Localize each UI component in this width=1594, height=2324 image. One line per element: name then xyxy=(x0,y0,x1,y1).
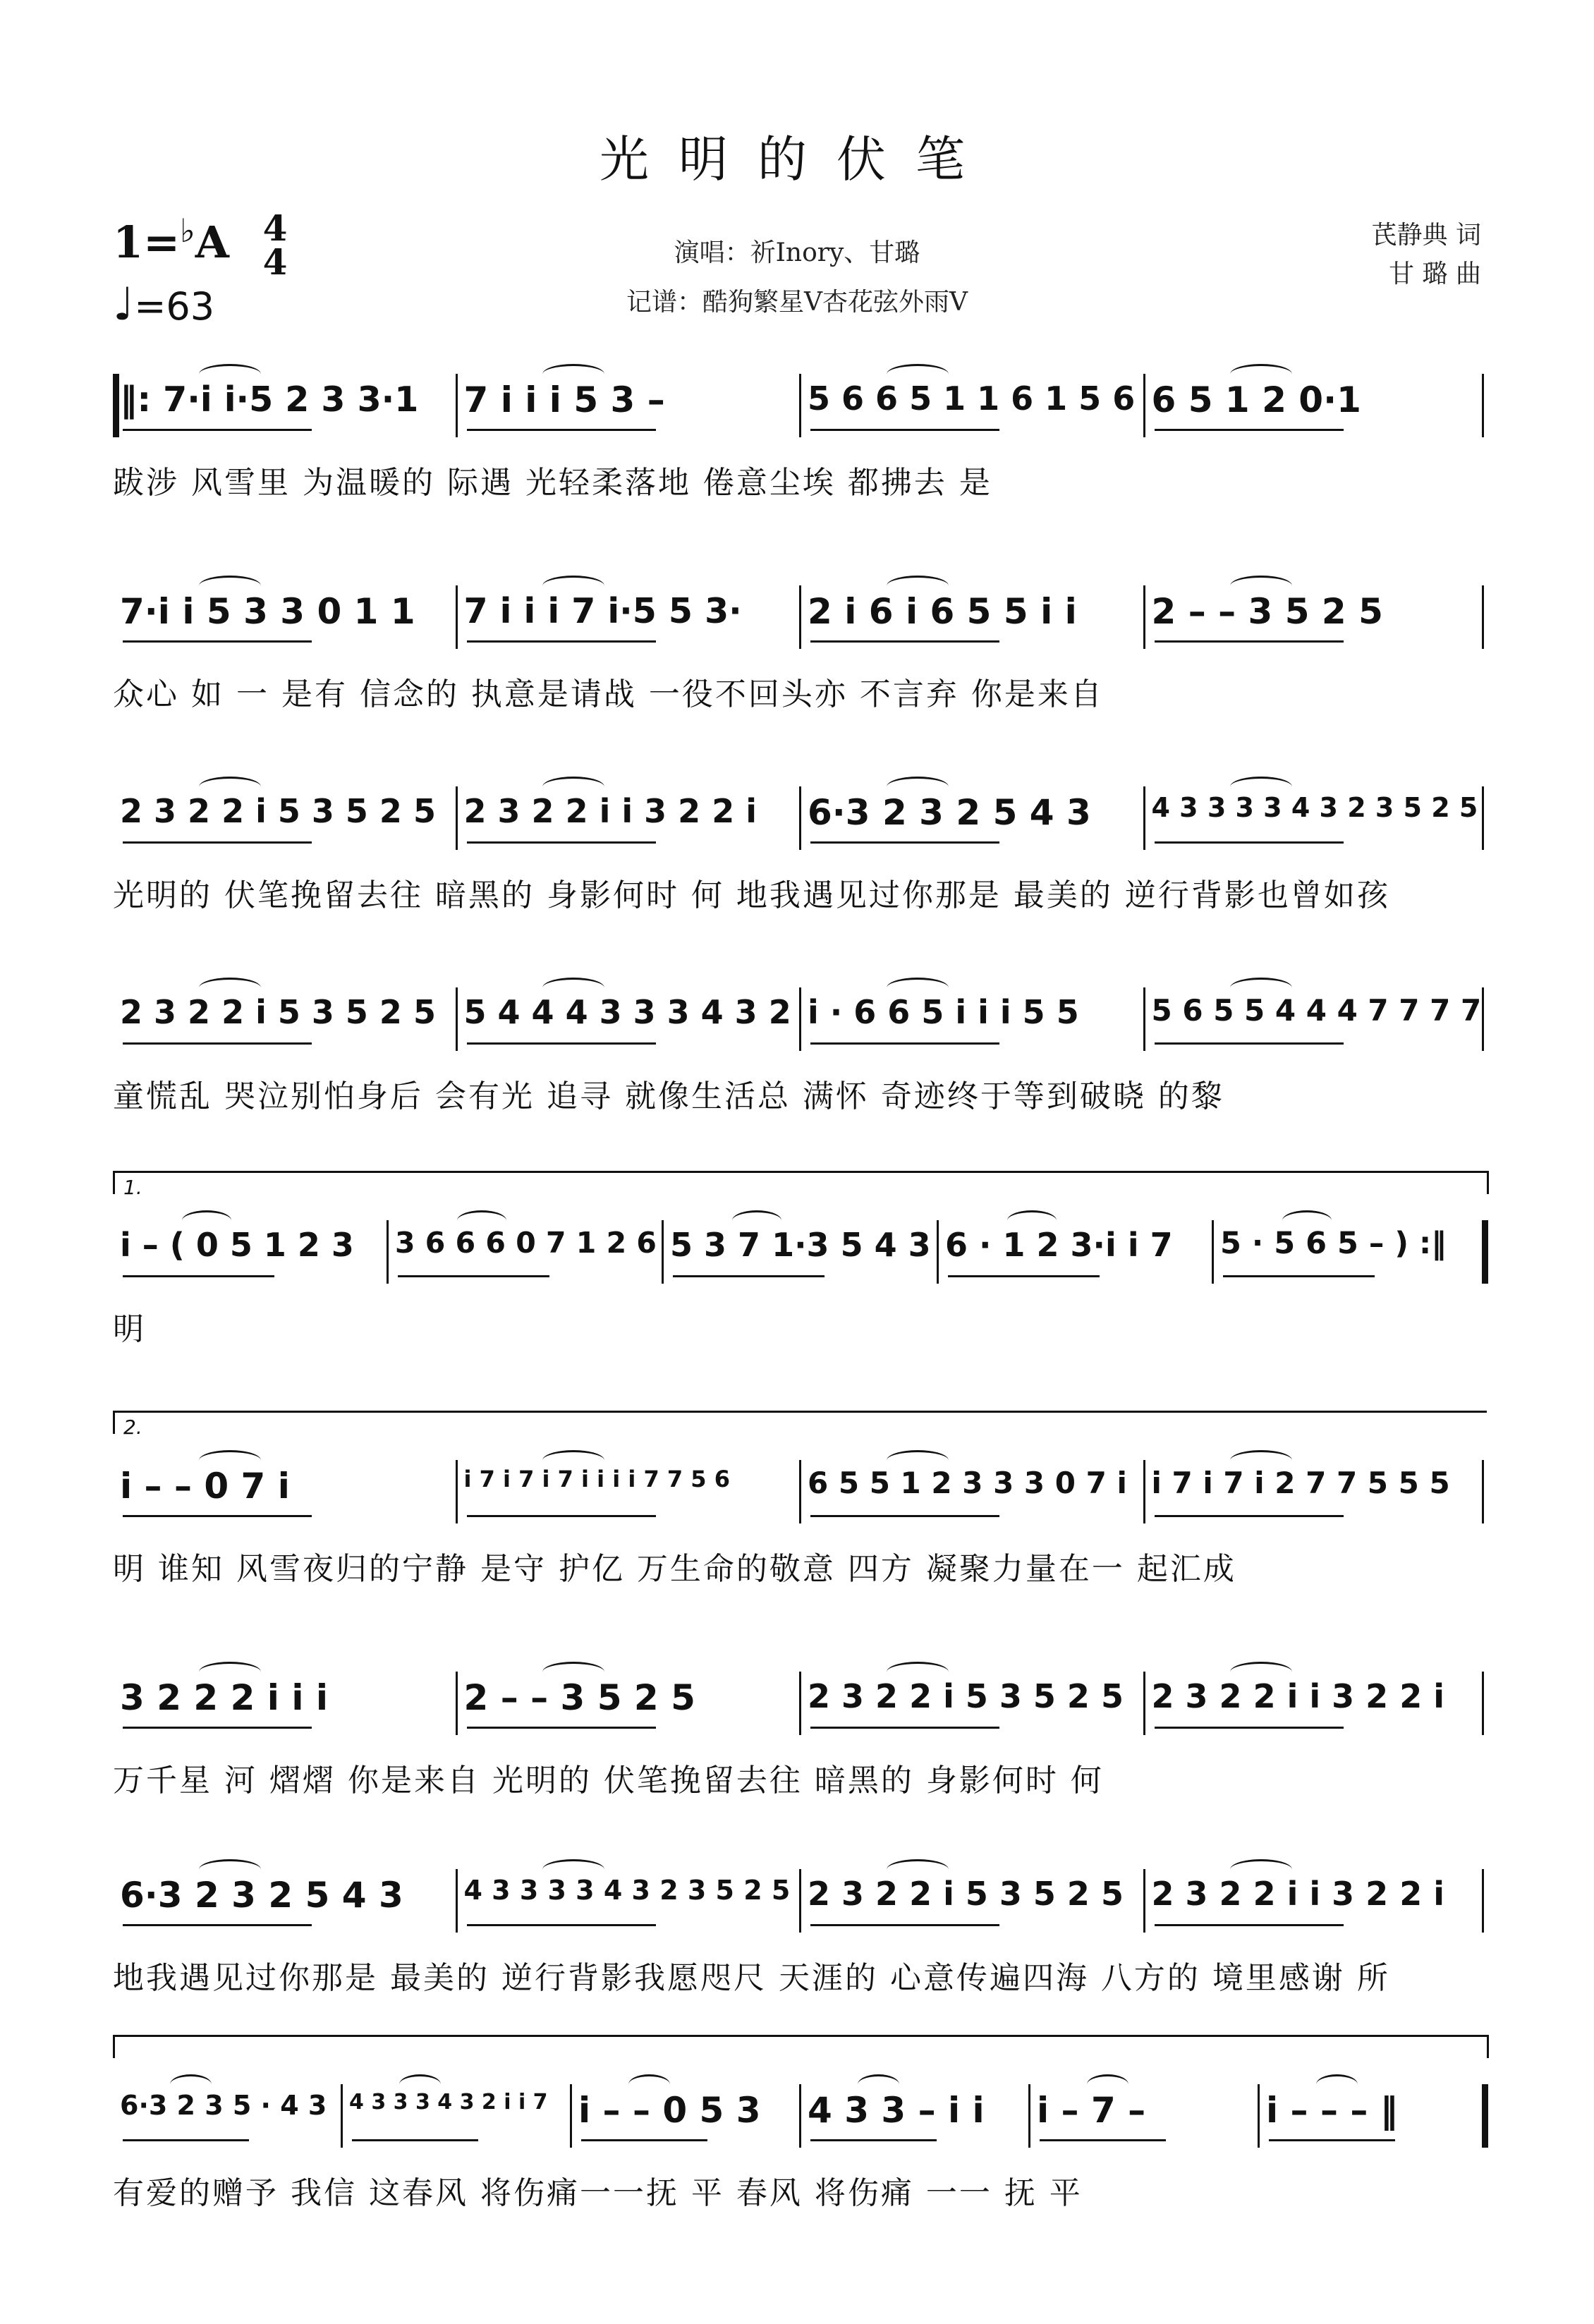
measure: i – – – ‖ xyxy=(1266,2090,1398,2131)
slur xyxy=(199,364,261,384)
barline xyxy=(456,1460,458,1523)
measure: 5 · 5 6 5 – ) :‖ xyxy=(1220,1226,1447,1261)
slur xyxy=(542,978,604,998)
barline xyxy=(1258,2084,1260,2148)
measure: 4 3 3 3 3 4 3 2 3 5 2 5 xyxy=(1151,792,1478,823)
measure: 2 3 2 2 i 5 3 5 2 5 xyxy=(120,792,436,830)
slur xyxy=(1282,1210,1332,1231)
measure: 4 3 3 – i i xyxy=(808,2090,985,2131)
page-title: 光明的伏笔 xyxy=(600,130,994,188)
barline xyxy=(456,786,458,850)
barline xyxy=(1482,374,1484,437)
beam-underline xyxy=(123,429,312,431)
slur xyxy=(199,777,261,797)
barline xyxy=(1482,2084,1488,2148)
measure: 2 3 2 2 i 5 3 5 2 5 xyxy=(120,993,436,1031)
measure: 2 3 2 2 i i 3 2 2 i xyxy=(463,792,757,830)
notes-line xyxy=(113,1416,1488,1523)
slur xyxy=(542,364,604,384)
beam-underline xyxy=(123,2139,249,2141)
beam-underline xyxy=(1155,429,1344,431)
transcriber: 记谱：酷狗繁星V杏花弦外雨V xyxy=(626,288,968,317)
measure: i – – 0 5 3 xyxy=(578,2090,761,2131)
notes-line xyxy=(113,779,1488,850)
beam-underline xyxy=(467,1515,656,1517)
barline xyxy=(799,1460,801,1523)
measure: 6·3 2 3 5 · 4 3 xyxy=(120,2090,327,2121)
barline xyxy=(1028,2084,1030,2148)
beam-underline xyxy=(1155,1727,1344,1729)
measure: i 7 i 7 i 7 i i i i 7 7 5 6 xyxy=(463,1466,730,1492)
slur xyxy=(1230,978,1292,998)
beam-underline xyxy=(673,1275,825,1277)
barline xyxy=(341,2084,343,2148)
barline xyxy=(662,1220,664,1284)
beam-underline xyxy=(810,1727,999,1729)
barline xyxy=(387,1220,389,1284)
measure: i – 7 – xyxy=(1037,2090,1146,2131)
measure: 4 3 3 3 4 3 2 i i 7 xyxy=(349,2090,548,2115)
lyric-line: 众心 如 一 是有 信念的 执意是请战 一役不回头亦 不言弃 你是来自 xyxy=(113,676,1104,712)
slur xyxy=(542,777,604,797)
volta-bracket xyxy=(113,2035,1489,2058)
measure: 6 5 1 2 0·1 xyxy=(1151,379,1361,420)
beam-underline xyxy=(123,841,312,844)
barline xyxy=(1482,1672,1484,1735)
tempo-value: =63 xyxy=(134,284,215,329)
slur xyxy=(1316,2074,1358,2095)
barline xyxy=(1482,1460,1484,1523)
barline xyxy=(1143,1869,1145,1933)
beam-underline xyxy=(810,841,999,844)
beam-underline xyxy=(123,1515,312,1517)
measure: 3 6 6 6 0 7 1 2 6 xyxy=(395,1226,657,1260)
barline xyxy=(456,374,458,437)
slur xyxy=(628,2074,670,2095)
beam-underline xyxy=(467,1042,656,1045)
quarter-note-icon: ♩ xyxy=(113,279,135,331)
beam-underline xyxy=(467,841,656,844)
beam-underline xyxy=(123,1727,312,1729)
slur xyxy=(1230,1662,1292,1682)
beam-underline xyxy=(810,1924,999,1926)
barline xyxy=(799,2084,801,2148)
slur xyxy=(1230,364,1292,384)
lyric-line: 明 xyxy=(113,1311,146,1347)
composer: 甘 璐 曲 xyxy=(1389,260,1481,288)
slur xyxy=(399,2074,441,2095)
lyric-line: 童慌乱 哭泣别怕身后 会有光 追寻 就像生活总 满怀 奇迹终于等到破晓 的黎 xyxy=(113,1078,1224,1114)
score-row xyxy=(113,1862,1488,2003)
barline xyxy=(456,585,458,649)
key-note: A xyxy=(195,217,229,268)
slur xyxy=(732,1210,781,1231)
measure: 3 2 2 2 i i i xyxy=(120,1677,329,1718)
notes-line xyxy=(113,980,1488,1051)
slur xyxy=(199,1859,261,1880)
measure: ‖: 7·i i·5 2 3 3·1 xyxy=(120,379,419,420)
slur xyxy=(1007,1210,1057,1231)
slur xyxy=(182,1210,231,1231)
barline xyxy=(570,2084,572,2148)
measure: 2 – – 3 5 2 5 xyxy=(463,1677,695,1718)
measure: 6 · 1 2 3·i i 7 xyxy=(945,1226,1173,1264)
slur xyxy=(1087,2074,1128,2095)
notes-line xyxy=(113,578,1488,649)
slur xyxy=(887,1662,949,1682)
beam-underline xyxy=(467,1727,656,1729)
slur xyxy=(887,777,949,797)
measure: 7 i i i 7 i·5 5 3· xyxy=(463,591,742,631)
beam-underline xyxy=(948,1275,1100,1277)
score-row xyxy=(113,578,1488,719)
slur xyxy=(887,1859,949,1880)
measure: i 7 i 7 i 2 7 7 5 5 5 xyxy=(1151,1466,1450,1500)
slur xyxy=(1230,777,1292,797)
beam-underline xyxy=(810,2139,937,2141)
beam-underline xyxy=(123,1924,312,1926)
measure: 5 4 4 4 3 3 3 4 3 2 xyxy=(463,993,791,1031)
measure: 2 3 2 2 i 5 3 5 2 5 xyxy=(808,1677,1124,1715)
measure: 5 3 7 1·3 5 4 3 xyxy=(670,1226,931,1264)
score-row xyxy=(113,1416,1488,1594)
measure: 2 3 2 2 i i 3 2 2 i xyxy=(1151,1677,1444,1715)
beam-underline xyxy=(123,1042,312,1045)
measure: i – ( 0 5 1 2 3 xyxy=(120,1226,354,1264)
measure: 7·i i 5 3 3 0 1 1 xyxy=(120,591,415,632)
beam-underline xyxy=(467,1924,656,1926)
slur xyxy=(1230,1450,1292,1471)
slur xyxy=(1230,576,1292,596)
barline xyxy=(799,1672,801,1735)
volta-number: 2. xyxy=(123,1416,142,1439)
time-bottom: 4 xyxy=(262,241,288,283)
notes-line xyxy=(113,2077,1488,2148)
beam-underline xyxy=(352,2139,478,2141)
measure: 2 3 2 2 i i 3 2 2 i xyxy=(1151,1875,1444,1913)
barline xyxy=(1482,1869,1484,1933)
lyricist: 芪静典 词 xyxy=(1371,221,1481,250)
beam-underline xyxy=(1155,1515,1344,1517)
slur xyxy=(542,1662,604,1682)
measure: 2 3 2 2 i 5 3 5 2 5 xyxy=(808,1875,1124,1913)
barline xyxy=(799,786,801,850)
score-row xyxy=(113,1176,1488,1354)
beam-underline xyxy=(810,1515,999,1517)
notes-line xyxy=(113,1862,1488,1933)
beam-underline xyxy=(1155,1924,1344,1926)
score-row xyxy=(113,980,1488,1121)
measure: 5 6 5 5 4 4 4 7 7 7 7 xyxy=(1151,993,1482,1028)
slur xyxy=(887,576,949,596)
lyric-line: 光明的 伏笔挽留去往 暗黑的 身影何时 何 地我遇见过你那是 最美的 逆行背影也曾如孩 xyxy=(113,877,1390,913)
measure: 6 5 5 1 2 3 3 3 0 7 i xyxy=(808,1466,1127,1500)
barline xyxy=(799,374,801,437)
slur xyxy=(1230,1859,1292,1880)
measure: i · 6 6 5 i i i 5 5 xyxy=(808,993,1079,1031)
lyric-line: 明 谁知 风雪夜归的宁静 是守 护亿 万生命的敬意 四方 凝聚力量在一 起汇成 xyxy=(113,1551,1236,1587)
slur xyxy=(887,978,949,998)
slur xyxy=(199,1450,261,1471)
slur xyxy=(542,1450,604,1471)
lyric-line: 万千星 河 熠熠 你是来自 光明的 伏笔挽留去往 暗黑的 身影何时 何 xyxy=(113,1763,1104,1799)
beam-underline xyxy=(581,2139,707,2141)
measure: 5 6 6 5 1 1 6 1 5 6 xyxy=(808,379,1136,418)
barline xyxy=(1143,987,1145,1051)
slur xyxy=(542,1859,604,1880)
beam-underline xyxy=(1223,1275,1375,1277)
slur xyxy=(199,576,261,596)
measure: 2 i 6 i 6 5 5 i i xyxy=(808,591,1077,632)
beam-underline xyxy=(1269,2139,1395,2141)
flat-sign: ♭ xyxy=(180,212,195,250)
notes-line xyxy=(113,1176,1488,1284)
score-row xyxy=(113,1665,1488,1806)
score-row xyxy=(113,2077,1488,2218)
barline xyxy=(1143,585,1145,649)
beam-underline xyxy=(123,1275,274,1277)
barline xyxy=(799,585,801,649)
lyric-line: 跋涉 风雪里 为温暖的 际遇 光轻柔落地 倦意尘埃 都拂去 是 xyxy=(113,465,992,501)
slur xyxy=(542,576,604,596)
beam-underline xyxy=(1040,2139,1166,2141)
beam-underline xyxy=(467,640,656,643)
barline xyxy=(937,1220,939,1284)
score-row xyxy=(113,367,1488,508)
lyric-line: 有爱的赠予 我信 这春风 将伤痛一一抚 平 春风 将伤痛 一一 抚 平 xyxy=(113,2175,1083,2211)
barline xyxy=(456,1869,458,1933)
barline xyxy=(799,987,801,1051)
repeat-start-barline xyxy=(113,374,119,437)
beam-underline xyxy=(810,429,999,431)
slur xyxy=(457,1210,506,1231)
time-top: 4 xyxy=(262,207,288,249)
beam-underline xyxy=(123,640,312,643)
barline xyxy=(1482,1220,1488,1284)
notes-line xyxy=(113,1665,1488,1735)
volta-bracket xyxy=(113,1171,1489,1199)
key-prefix: 1= xyxy=(113,217,181,268)
score-row xyxy=(113,779,1488,920)
slur xyxy=(199,1662,261,1682)
barline xyxy=(1482,987,1484,1051)
barline xyxy=(456,1672,458,1735)
volta-bracket xyxy=(113,1411,1487,1439)
measure: 2 – – 3 5 2 5 xyxy=(1151,591,1383,632)
beam-underline xyxy=(467,429,656,431)
measure: 6·3 2 3 2 5 4 3 xyxy=(120,1875,403,1916)
beam-underline xyxy=(398,1275,549,1277)
slur xyxy=(170,2074,212,2095)
measure: 4 3 3 3 3 4 3 2 3 5 2 5 xyxy=(463,1875,791,1906)
barline xyxy=(1143,374,1145,437)
beam-underline xyxy=(810,1042,999,1045)
barline xyxy=(1482,786,1484,850)
measure: i – – 0 7 i xyxy=(120,1466,290,1507)
volta-number: 1. xyxy=(123,1176,142,1199)
measure: 6·3 2 3 2 5 4 3 xyxy=(808,792,1091,833)
beam-underline xyxy=(1155,841,1344,844)
slur xyxy=(887,1450,949,1471)
barline xyxy=(1482,585,1484,649)
barline xyxy=(799,1869,801,1933)
barline xyxy=(1143,1460,1145,1523)
barline xyxy=(1143,786,1145,850)
beam-underline xyxy=(1155,1042,1344,1045)
slur xyxy=(199,978,261,998)
barline xyxy=(1143,1672,1145,1735)
performer: 演唱：祈Inory、甘璐 xyxy=(674,238,920,267)
beam-underline xyxy=(1155,640,1344,643)
barline xyxy=(456,987,458,1051)
barline xyxy=(1212,1220,1214,1284)
lyric-line: 地我遇见过你那是 最美的 逆行背影我愿咫尺 天涯的 心意传遍四海 八方的 境里感谢 所 xyxy=(113,1960,1390,1996)
beam-underline xyxy=(810,640,999,643)
notes-line xyxy=(113,367,1488,437)
slur xyxy=(887,364,949,384)
slur xyxy=(858,2074,899,2095)
measure: 7 i i i 5 3 – xyxy=(463,379,665,420)
